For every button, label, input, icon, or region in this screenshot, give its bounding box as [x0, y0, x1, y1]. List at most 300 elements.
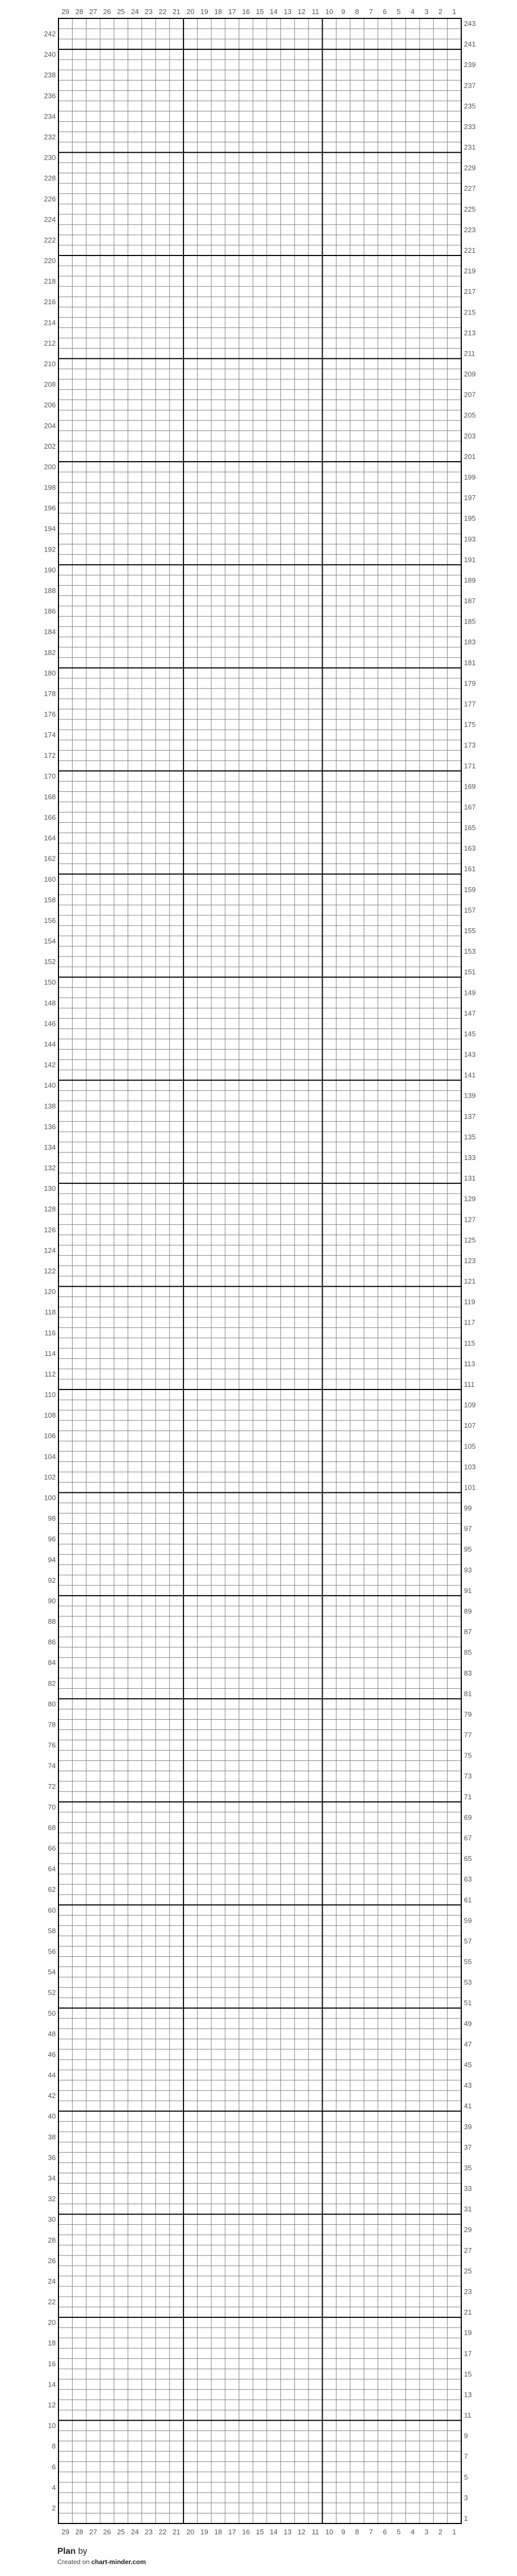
- row-number-right: 175: [464, 720, 476, 729]
- row-number-left: 128: [44, 1205, 56, 1214]
- column-number-bottom: 6: [383, 2528, 387, 2536]
- row-number-left: 92: [48, 1576, 56, 1584]
- row-number-right: 23: [464, 2287, 472, 2296]
- row-number-left: 136: [44, 1122, 56, 1131]
- row-number-right: 129: [464, 1195, 476, 1203]
- row-number-right: 179: [464, 679, 476, 687]
- row-number-left: 62: [48, 1885, 56, 1894]
- row-number-left: 146: [44, 1019, 56, 1028]
- column-number-bottom: 20: [186, 2528, 194, 2536]
- row-number-right: 109: [464, 1401, 476, 1410]
- row-number-right: 1: [464, 2514, 468, 2522]
- column-number-top: 9: [341, 8, 345, 16]
- row-number-left: 90: [48, 1596, 56, 1605]
- row-number-left: 22: [48, 2298, 56, 2306]
- row-number-left: 86: [48, 1638, 56, 1647]
- column-number-top: 4: [410, 8, 415, 16]
- row-number-right: 153: [464, 947, 476, 956]
- column-number-top: 7: [369, 8, 373, 16]
- column-number-bottom: 15: [256, 2528, 264, 2536]
- column-number-top: 20: [186, 8, 194, 16]
- row-number-right: 189: [464, 576, 476, 585]
- row-number-right: 95: [464, 1545, 472, 1554]
- column-number-top: 22: [159, 8, 167, 16]
- row-number-right: 53: [464, 1978, 472, 1987]
- column-number-bottom: 29: [61, 2528, 70, 2536]
- column-number-top: 1: [452, 8, 456, 16]
- row-number-left: 56: [48, 1947, 56, 1956]
- row-number-right: 163: [464, 844, 476, 853]
- row-number-left: 218: [44, 277, 56, 286]
- row-number-right: 173: [464, 741, 476, 750]
- row-number-left: 242: [44, 30, 56, 38]
- row-number-left: 82: [48, 1679, 56, 1688]
- row-number-left: 96: [48, 1535, 56, 1543]
- row-number-right: 125: [464, 1236, 476, 1244]
- row-number-left: 202: [44, 442, 56, 450]
- row-number-right: 39: [464, 2122, 472, 2131]
- column-number-top: 6: [383, 8, 387, 16]
- row-number-right: 239: [464, 61, 476, 69]
- row-number-right: 145: [464, 1030, 476, 1038]
- row-number-left: 78: [48, 1720, 56, 1729]
- column-number-top: 10: [325, 8, 333, 16]
- chart-title-name: Plan: [57, 2547, 76, 2556]
- row-number-right: 29: [464, 2225, 472, 2234]
- row-number-left: 46: [48, 2050, 56, 2059]
- row-number-right: 41: [464, 2102, 472, 2110]
- row-number-right: 199: [464, 473, 476, 482]
- row-number-right: 107: [464, 1421, 476, 1430]
- row-number-left: 26: [48, 2256, 56, 2265]
- row-number-right: 71: [464, 1792, 472, 1801]
- major-grid-lines: [58, 18, 461, 2523]
- column-number-bottom: 4: [410, 2528, 415, 2536]
- column-number-top: 27: [89, 8, 97, 16]
- row-number-right: 211: [464, 349, 475, 358]
- column-number-bottom: 17: [228, 2528, 236, 2536]
- row-number-right: 185: [464, 617, 476, 626]
- row-number-left: 58: [48, 1926, 56, 1935]
- row-number-left: 166: [44, 813, 56, 822]
- row-number-right: 7: [464, 2452, 468, 2461]
- row-number-right: 67: [464, 1833, 472, 1842]
- row-number-right: 203: [464, 431, 476, 440]
- row-number-left: 140: [44, 1081, 56, 1090]
- row-number-right: 61: [464, 1896, 472, 1904]
- row-number-right: 213: [464, 329, 476, 337]
- column-number-bottom: 23: [145, 2528, 153, 2536]
- row-number-right: 97: [464, 1524, 472, 1533]
- row-number-left: 52: [48, 1988, 56, 1997]
- credit-line: [57, 2557, 146, 2567]
- row-number-left: 66: [48, 1844, 56, 1853]
- row-number-right: 47: [464, 2040, 472, 2048]
- row-number-left: 44: [48, 2071, 56, 2080]
- row-number-left: 168: [44, 792, 56, 801]
- row-number-left: 120: [44, 1287, 56, 1296]
- row-number-right: 27: [464, 2246, 472, 2254]
- row-number-right: 141: [464, 1071, 476, 1079]
- row-number-right: 13: [464, 2390, 472, 2399]
- row-number-right: 37: [464, 2143, 472, 2152]
- row-number-right: 201: [464, 452, 476, 461]
- row-number-right: 155: [464, 927, 476, 935]
- row-number-right: 77: [464, 1731, 472, 1739]
- row-number-left: 84: [48, 1659, 56, 1667]
- column-number-top: 3: [424, 8, 429, 16]
- column-number-bottom: 9: [341, 2528, 345, 2536]
- row-number-right: 9: [464, 2431, 468, 2440]
- column-number-top: 29: [61, 8, 70, 16]
- column-number-bottom: 24: [130, 2528, 139, 2536]
- row-number-left: 36: [48, 2153, 56, 2162]
- row-number-right: 207: [464, 390, 476, 399]
- row-number-left: 50: [48, 2009, 56, 2017]
- row-number-left: 68: [48, 1823, 56, 1832]
- row-number-right: 91: [464, 1586, 472, 1595]
- column-numbers-bottom: [62, 2528, 456, 2536]
- column-number-bottom: 10: [325, 2528, 333, 2536]
- column-number-bottom: 19: [200, 2528, 208, 2536]
- row-number-right: 159: [464, 885, 476, 894]
- row-number-right: 117: [464, 1318, 475, 1327]
- row-number-right: 149: [464, 988, 476, 997]
- row-number-left: 114: [44, 1349, 56, 1358]
- row-number-right: 177: [464, 700, 476, 709]
- grid-lines: [58, 18, 461, 2523]
- row-number-left: 88: [48, 1617, 56, 1626]
- row-number-right: 63: [464, 1875, 472, 1884]
- row-number-left: 152: [44, 958, 56, 966]
- row-number-left: 16: [48, 2359, 56, 2368]
- row-number-left: 138: [44, 1102, 56, 1110]
- column-number-bottom: 18: [214, 2528, 222, 2536]
- column-number-bottom: 13: [284, 2528, 292, 2536]
- row-number-right: 81: [464, 1689, 472, 1698]
- row-number-left: 182: [44, 648, 56, 657]
- grid-border: [58, 18, 461, 2523]
- row-number-right: 157: [464, 906, 476, 914]
- row-number-left: 32: [48, 2194, 56, 2203]
- column-number-bottom: 21: [172, 2528, 181, 2536]
- row-number-right: 227: [464, 184, 476, 193]
- row-number-right: 217: [464, 287, 476, 296]
- row-number-right: 3: [464, 2493, 468, 2502]
- row-number-right: 191: [464, 555, 476, 564]
- row-number-left: 132: [44, 1164, 56, 1172]
- column-number-bottom: 1: [452, 2528, 456, 2536]
- row-number-left: 188: [44, 586, 56, 595]
- row-number-left: 206: [44, 401, 56, 409]
- row-number-left: 228: [44, 174, 56, 182]
- row-number-right: 115: [464, 1339, 475, 1347]
- row-number-left: 156: [44, 916, 56, 925]
- column-number-top: 15: [256, 8, 264, 16]
- column-number-top: 18: [214, 8, 222, 16]
- row-number-left: 30: [48, 2215, 56, 2224]
- row-number-right: 33: [464, 2184, 472, 2193]
- row-number-right: 137: [464, 1112, 476, 1120]
- row-number-left: 216: [44, 298, 56, 306]
- chart-title-by: by: [78, 2547, 88, 2556]
- row-number-right: 111: [464, 1380, 475, 1388]
- column-number-bottom: 8: [355, 2528, 359, 2536]
- row-number-left: 102: [44, 1473, 56, 1482]
- row-number-right: 221: [464, 246, 476, 255]
- row-number-right: 83: [464, 1669, 472, 1677]
- column-number-top: 11: [311, 8, 319, 16]
- row-number-left: 172: [44, 751, 56, 760]
- row-number-left: 12: [48, 2401, 56, 2409]
- row-number-left: 64: [48, 1865, 56, 1873]
- row-number-left: 226: [44, 194, 56, 203]
- row-number-left: 224: [44, 215, 56, 224]
- row-number-right: 105: [464, 1442, 476, 1451]
- column-number-top: 16: [242, 8, 250, 16]
- row-number-left: 38: [48, 2133, 56, 2141]
- row-number-right: 89: [464, 1607, 472, 1615]
- row-number-right: 31: [464, 2205, 472, 2213]
- row-number-left: 232: [44, 133, 56, 141]
- column-number-top: 19: [200, 8, 208, 16]
- column-number-bottom: 16: [242, 2528, 250, 2536]
- row-number-left: 212: [44, 339, 56, 348]
- row-number-right: 223: [464, 225, 476, 234]
- column-number-top: 26: [103, 8, 112, 16]
- row-number-left: 208: [44, 380, 56, 389]
- row-number-right: 17: [464, 2349, 472, 2358]
- row-number-left: 70: [48, 1802, 56, 1811]
- credit-prefix: Created on: [57, 2558, 90, 2566]
- row-number-right: 79: [464, 1710, 472, 1719]
- row-number-left: 110: [44, 1391, 56, 1399]
- chart-title: [57, 2546, 146, 2557]
- column-number-top: 8: [355, 8, 359, 16]
- row-number-right: 187: [464, 597, 476, 605]
- row-number-right: 243: [464, 19, 476, 28]
- column-number-bottom: 5: [396, 2528, 401, 2536]
- row-number-left: 204: [44, 421, 56, 430]
- row-number-right: 205: [464, 411, 476, 419]
- row-number-right: 237: [464, 81, 476, 90]
- row-number-left: 42: [48, 2092, 56, 2100]
- column-number-top: 2: [438, 8, 443, 16]
- column-number-top: 25: [117, 8, 125, 16]
- row-number-right: 171: [464, 762, 476, 770]
- row-number-right: 19: [464, 2329, 472, 2337]
- row-number-left: 94: [48, 1555, 56, 1564]
- row-number-right: 135: [464, 1132, 476, 1141]
- row-number-left: 40: [48, 2112, 56, 2121]
- row-number-right: 15: [464, 2370, 472, 2378]
- column-number-bottom: 22: [159, 2528, 167, 2536]
- row-number-left: 210: [44, 359, 56, 368]
- row-number-left: 142: [44, 1060, 56, 1069]
- column-number-top: 23: [145, 8, 153, 16]
- row-number-right: 65: [464, 1854, 472, 1863]
- row-number-right: 99: [464, 1504, 472, 1512]
- column-number-top: 13: [284, 8, 292, 16]
- column-number-bottom: 3: [424, 2528, 429, 2536]
- row-number-left: 14: [48, 2380, 56, 2389]
- row-number-right: 43: [464, 2081, 472, 2090]
- row-number-right: 139: [464, 1091, 476, 1100]
- row-number-right: 55: [464, 1957, 472, 1966]
- row-number-left: 6: [51, 2462, 56, 2471]
- row-number-right: 51: [464, 1998, 472, 2007]
- row-number-left: 174: [44, 731, 56, 739]
- row-number-left: 238: [44, 71, 56, 80]
- row-number-right: 85: [464, 1648, 472, 1657]
- row-number-right: 57: [464, 1937, 472, 1945]
- row-number-left: 158: [44, 895, 56, 904]
- row-number-left: 48: [48, 2029, 56, 2038]
- row-number-left: 214: [44, 318, 56, 327]
- row-numbers: [44, 19, 475, 2522]
- row-number-right: 49: [464, 2019, 472, 2028]
- row-number-right: 133: [464, 1153, 476, 1162]
- column-number-top: 24: [130, 8, 139, 16]
- row-number-right: 235: [464, 102, 476, 110]
- credit-site-link[interactable]: chart-minder.com: [91, 2558, 146, 2566]
- row-number-left: 176: [44, 710, 56, 719]
- row-number-right: 219: [464, 267, 476, 276]
- row-number-left: 80: [48, 1700, 56, 1708]
- row-number-right: 101: [464, 1483, 476, 1492]
- row-number-right: 35: [464, 2164, 472, 2172]
- row-number-right: 5: [464, 2473, 468, 2481]
- row-number-right: 169: [464, 782, 476, 791]
- row-number-right: 183: [464, 638, 476, 646]
- row-number-right: 229: [464, 163, 476, 172]
- row-number-left: 194: [44, 525, 56, 533]
- row-number-left: 76: [48, 1741, 56, 1749]
- row-number-left: 124: [44, 1246, 56, 1255]
- row-number-right: 193: [464, 535, 476, 543]
- row-number-left: 240: [44, 50, 56, 59]
- row-number-left: 130: [44, 1184, 56, 1193]
- row-number-left: 118: [44, 1308, 56, 1316]
- row-number-right: 113: [464, 1359, 475, 1368]
- column-numbers-top: [62, 8, 456, 16]
- row-number-left: 160: [44, 875, 56, 883]
- row-number-left: 100: [44, 1493, 56, 1502]
- row-number-right: 233: [464, 122, 476, 131]
- row-number-right: 215: [464, 308, 476, 317]
- row-number-left: 106: [44, 1432, 56, 1440]
- row-number-right: 209: [464, 370, 476, 378]
- column-number-top: 17: [228, 8, 236, 16]
- row-number-right: 127: [464, 1215, 476, 1224]
- row-number-left: 8: [51, 2442, 56, 2450]
- row-number-left: 116: [44, 1328, 56, 1337]
- row-number-right: 181: [464, 658, 476, 667]
- row-number-right: 59: [464, 1916, 472, 1925]
- footer: [57, 2546, 146, 2567]
- row-number-left: 148: [44, 999, 56, 1007]
- row-number-left: 72: [48, 1782, 56, 1791]
- row-number-left: 18: [48, 2339, 56, 2348]
- column-number-top: 12: [297, 8, 306, 16]
- row-number-left: 54: [48, 1968, 56, 1976]
- row-number-left: 34: [48, 2174, 56, 2182]
- row-number-left: 184: [44, 627, 56, 636]
- row-number-right: 231: [464, 143, 476, 152]
- row-number-left: 164: [44, 834, 56, 842]
- row-number-left: 98: [48, 1514, 56, 1523]
- row-number-right: 165: [464, 823, 476, 832]
- column-number-bottom: 27: [89, 2528, 97, 2536]
- row-number-left: 170: [44, 772, 56, 781]
- row-number-left: 162: [44, 854, 56, 863]
- row-number-left: 144: [44, 1040, 56, 1048]
- row-number-right: 121: [464, 1277, 476, 1286]
- row-number-left: 20: [48, 2318, 56, 2327]
- row-number-left: 24: [48, 2277, 56, 2285]
- row-number-right: 87: [464, 1628, 472, 1636]
- row-number-left: 220: [44, 257, 56, 265]
- row-number-left: 60: [48, 1906, 56, 1915]
- row-number-right: 143: [464, 1050, 476, 1059]
- row-number-left: 154: [44, 937, 56, 946]
- column-number-top: 28: [75, 8, 83, 16]
- column-number-top: 21: [172, 8, 181, 16]
- column-number-bottom: 12: [297, 2528, 306, 2536]
- row-number-left: 180: [44, 668, 56, 677]
- row-number-left: 10: [48, 2421, 56, 2430]
- row-number-right: 11: [464, 2411, 472, 2420]
- row-number-right: 119: [464, 1297, 475, 1306]
- row-number-left: 230: [44, 153, 56, 162]
- row-number-right: 69: [464, 1813, 472, 1821]
- row-number-right: 161: [464, 864, 476, 873]
- row-number-left: 2: [51, 2503, 56, 2512]
- row-number-right: 75: [464, 1751, 472, 1760]
- row-number-right: 195: [464, 514, 476, 523]
- row-number-right: 25: [464, 2266, 472, 2275]
- column-number-bottom: 11: [311, 2528, 319, 2536]
- column-number-bottom: 28: [75, 2528, 83, 2536]
- row-number-right: 103: [464, 1463, 476, 1471]
- row-number-left: 196: [44, 504, 56, 513]
- row-number-left: 28: [48, 2236, 56, 2244]
- row-number-right: 167: [464, 803, 476, 811]
- row-number-left: 198: [44, 483, 56, 492]
- row-number-right: 131: [464, 1174, 476, 1183]
- row-number-right: 151: [464, 968, 476, 976]
- row-number-left: 192: [44, 545, 56, 554]
- column-number-bottom: 2: [438, 2528, 443, 2536]
- row-number-left: 108: [44, 1411, 56, 1420]
- row-number-left: 126: [44, 1225, 56, 1234]
- row-number-right: 123: [464, 1256, 476, 1265]
- column-number-bottom: 7: [369, 2528, 373, 2536]
- row-number-right: 197: [464, 494, 476, 502]
- column-number-bottom: 26: [103, 2528, 112, 2536]
- row-number-left: 134: [44, 1143, 56, 1151]
- row-number-right: 45: [464, 2060, 472, 2069]
- row-number-left: 74: [48, 1761, 56, 1770]
- row-number-left: 150: [44, 978, 56, 987]
- column-number-bottom: 25: [117, 2528, 125, 2536]
- row-number-right: 241: [464, 40, 476, 49]
- column-number-top: 14: [270, 8, 278, 16]
- row-number-left: 200: [44, 462, 56, 471]
- row-number-left: 222: [44, 235, 56, 244]
- row-number-right: 93: [464, 1565, 472, 1574]
- row-number-left: 190: [44, 566, 56, 574]
